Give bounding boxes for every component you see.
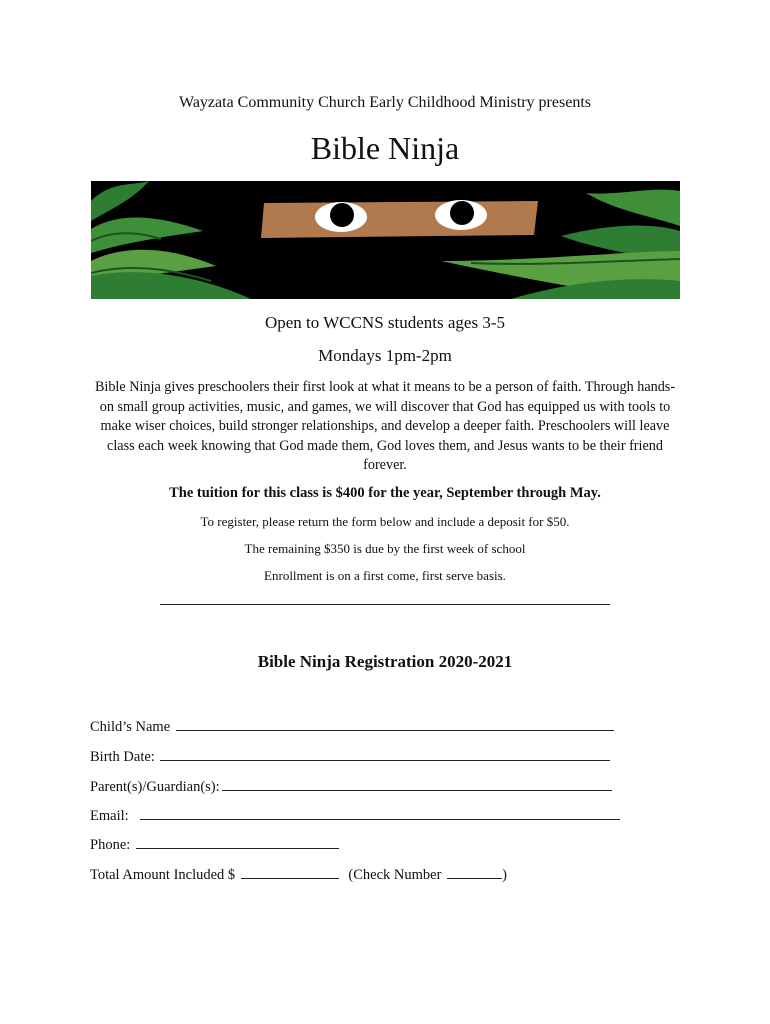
eligibility-text: Open to WCCNS students ages 3-5: [264, 313, 506, 332]
schedule-text: Mondays 1pm-2pm: [318, 346, 452, 365]
ninja-illustration: [91, 181, 680, 299]
check-number-close: ): [502, 867, 507, 883]
total-amount-field: [90, 864, 507, 884]
birth-date-line[interactable]: [160, 746, 610, 761]
tuition-text: The tuition for this class is $400 for the year, September through May.: [169, 485, 601, 501]
birth-date-label: Birth Date:: [90, 749, 155, 765]
phone-field: [90, 834, 339, 854]
child-name-field: [90, 716, 614, 736]
guardian-line[interactable]: [222, 776, 612, 791]
total-amount-line[interactable]: [241, 864, 339, 879]
check-number-label: (Check Number: [348, 867, 442, 883]
email-line[interactable]: [140, 805, 620, 820]
child-name-line[interactable]: [176, 716, 614, 731]
email-label: Email:: [90, 808, 129, 824]
phone-label: Phone:: [90, 837, 131, 853]
birth-date-field: [90, 746, 610, 766]
check-number-line[interactable]: [447, 864, 502, 879]
section-divider: [160, 604, 610, 605]
remaining-balance-text: The remaining $350 is due by the first week of school: [244, 541, 526, 556]
phone-line[interactable]: [136, 834, 339, 849]
description-paragraph: Bible Ninja gives preschoolers their first look at what it means to be a person of faith. Through hands-on small group activities, music, and games, we will discover that God has equipped us with tools to make wiser choices, build stronger relationships, and develop a deeper faith. Preschoolers will leave class each week knowing that God made them, God loves them, and Jesus wants to be their friend forever.: [94, 379, 676, 473]
presenter-line: Wayzata Community Church Early Childhood Ministry presents: [179, 94, 591, 111]
registration-title: Bible Ninja Registration 2020-2021: [257, 652, 513, 671]
enrollment-text: Enrollment is on a first come, first serve basis.: [264, 568, 506, 583]
email-field: [90, 805, 620, 825]
child-name-label: Child’s Name: [90, 719, 171, 735]
guardian-field: [90, 776, 612, 796]
ninja-banner-image: [91, 181, 680, 299]
skin-band: [261, 201, 538, 238]
guardian-label: Parent(s)/Guardian(s):: [90, 779, 220, 795]
register-instructions: To register, please return the form below and include a deposit for $50.: [200, 514, 570, 529]
total-amount-label: Total Amount Included $: [90, 867, 236, 883]
page-title: Bible Ninja: [310, 130, 460, 166]
